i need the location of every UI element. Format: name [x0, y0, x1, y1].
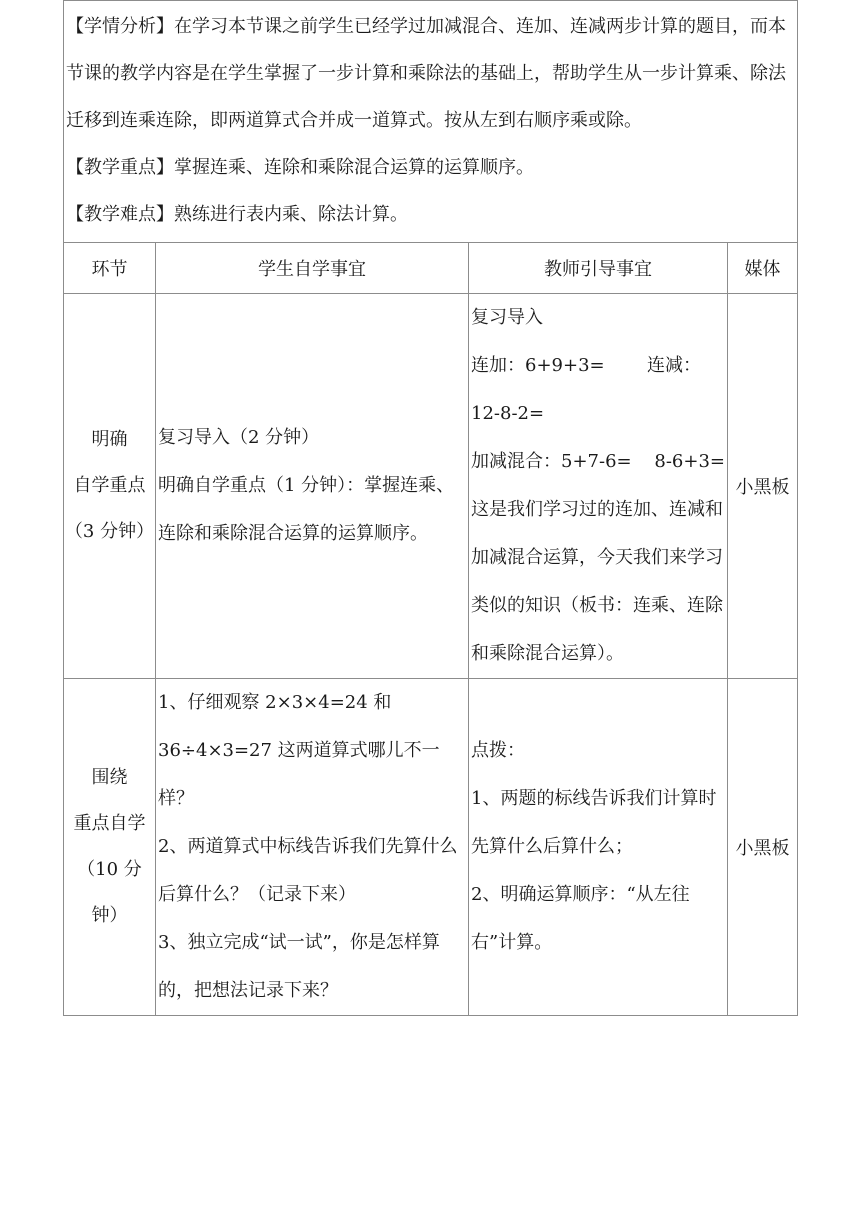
student-item: 2、两道算式中标线告诉我们先算什么后算什么？（记录下来） [158, 836, 458, 905]
teacher-line: 复习导入 [471, 307, 543, 328]
student-cell [156, 294, 469, 679]
stage-line: （10 分 [77, 859, 142, 880]
student-item: 复习导入（2 分钟） [158, 427, 320, 448]
media-cell: 小黑板 [728, 679, 798, 1016]
teacher-line: 这是我们学习过的连加、连减和加减混合运算，今天我们来学习类似的知识（板书：连乘、连除和乘除混合运算）。 [471, 499, 723, 664]
header-media: 媒体 [728, 243, 798, 294]
focus-paragraph [66, 144, 795, 191]
stage-cell [64, 679, 156, 1016]
teacher-cell [469, 679, 728, 1016]
lesson-plan-table [63, 0, 798, 1016]
header-stage: 环节 [64, 243, 156, 294]
teacher-text: 8-6+3= [654, 451, 725, 472]
stage-cell [64, 294, 156, 679]
difficulty-paragraph [66, 191, 795, 238]
stage-line: 自学重点 [73, 475, 146, 496]
stage-line: 围绕 [91, 767, 128, 788]
teacher-line: 点拨： [471, 740, 525, 761]
table-header-row [64, 243, 798, 294]
lesson-plan-page [63, 0, 797, 1016]
student-cell [156, 679, 469, 1016]
media-cell: 小黑板 [728, 294, 798, 679]
teacher-line: 2、明确运算顺序：“从左往右”计算。 [471, 884, 690, 953]
teacher-text: 连减： [647, 355, 701, 376]
teacher-text: 加减混合：5+7-6= [471, 451, 632, 472]
analysis-tag: 【学情分析】 [66, 16, 174, 37]
teacher-line [471, 342, 727, 390]
analysis-text: 在学习本节课之前学生已经学过加减混合、连加、连减两步计算的题目，而本节课的教学内容是在学生掌握了一步计算和乘除法的基础上，帮助学生从一步计算乘、除法迁移到连乘连除，即两道算式合并成一道算式。按从左到右顺序乘或除。 [66, 16, 786, 131]
focus-text: 掌握连乘、连除和乘除混合运算的运算顺序。 [174, 157, 534, 178]
teacher-line: 12-8-2= [471, 403, 545, 424]
student-item: 明确自学重点（1 分钟）：掌握连乘、连除和乘除混合运算的运算顺序。 [158, 475, 455, 544]
intro-cell [64, 1, 798, 243]
stage-line: （3 分钟） [64, 521, 155, 542]
teacher-text: 连加：6+9+3= [471, 355, 605, 376]
teacher-line [471, 438, 727, 486]
difficulty-tag: 【教学难点】 [66, 204, 174, 225]
header-teacher: 教师引导事宜 [469, 243, 728, 294]
stage-line: 钟） [91, 905, 128, 926]
stage-line: 重点自学 [73, 813, 146, 834]
student-item: 1、仔细观察 2×3×4=24 和 36÷4×3=27 这两道算式哪儿不一样？ [158, 692, 440, 809]
teacher-line: 1、两题的标线告诉我们计算时先算什么后算什么； [471, 788, 717, 857]
teacher-cell [469, 294, 728, 679]
stage-line: 明确 [91, 429, 128, 450]
student-item: 3、独立完成“试一试”，你是怎样算的，把想法记录下来？ [158, 932, 440, 1001]
table-row [64, 679, 798, 1016]
analysis-paragraph [66, 3, 795, 144]
difficulty-text: 熟练进行表内乘、除法计算。 [174, 204, 408, 225]
header-student: 学生自学事宜 [156, 243, 469, 294]
focus-tag: 【教学重点】 [66, 157, 174, 178]
table-row [64, 294, 798, 679]
